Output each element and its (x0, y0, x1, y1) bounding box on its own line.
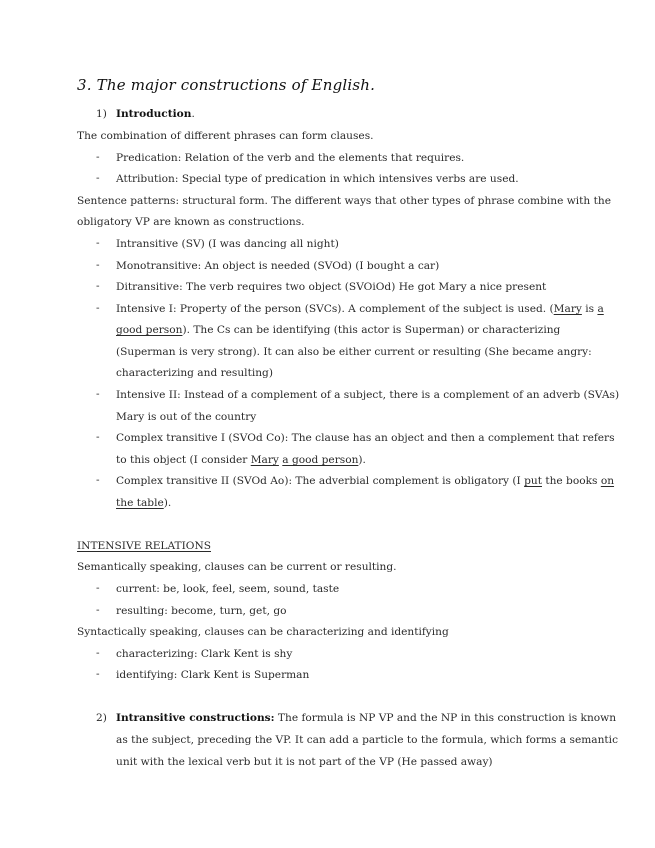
bullet-identifying: identifying: Clark Kent is Superman (116, 669, 310, 681)
bullet-complex-transitive-1-line-1: Complex transitive I (SVOd Co): The clause has an object and then a complement that refers (116, 432, 615, 444)
bullet-dash: - (96, 259, 100, 271)
bullet-dash: - (96, 668, 100, 680)
text-run: is (581, 303, 598, 315)
intro-heading-period: . (191, 108, 195, 120)
paragraph-sentence-patterns-2: obligatory VP are known as constructions. (77, 216, 305, 228)
bullet-complex-transitive-2-line-1 (116, 474, 614, 488)
bullet-dash: - (96, 302, 100, 314)
bullet-dash: - (96, 172, 100, 184)
paragraph-syntactically: Syntactically speaking, clauses can be characterizing and identifying (77, 626, 449, 638)
text-run: ). The Cs can be identifying (this actor is Superman) or characterizing (182, 324, 561, 336)
intransitive-line-2: as the subject, preceding the VP. It can add a particle to the formula, which forms a semantic (116, 734, 618, 746)
section-heading-intensive-relations (77, 539, 211, 553)
intransitive-line-1 (116, 711, 616, 725)
bullet-resulting: resulting: become, turn, get, go (116, 605, 287, 617)
bullet-dash: - (96, 151, 100, 163)
text-run: the books (541, 475, 601, 487)
text-run: ). (358, 454, 366, 466)
text-run: to this object (I consider (116, 454, 251, 466)
text-run: ). (163, 497, 172, 509)
paragraph-sentence-patterns-1: Sentence patterns: structural form. The different ways that other types of phrase combine with the (77, 195, 611, 207)
bullet-dash: - (96, 237, 100, 249)
underlined-text: Mary (250, 454, 279, 466)
intransitive-line-3: unit with the lexical verb but it is not part of the VP (He passed away) (116, 756, 493, 768)
bullet-intensive-2-line-2: Mary is out of the country (116, 411, 257, 423)
paragraph-clauses: The combination of different phrases can form clauses. (77, 130, 374, 142)
bullet-monotransitive: Monotransitive: An object is needed (SVOd) (I bought a car) (116, 260, 440, 272)
bullet-current: current: be, look, feel, seem, sound, taste (116, 583, 340, 595)
underlined-text: the table (116, 497, 164, 509)
bullet-dash: - (96, 431, 100, 443)
bullet-dash: - (96, 604, 100, 616)
bullet-attribution: Attribution: Special type of predication in which intensives verbs are used. (116, 173, 519, 185)
bullet-intensive-2-line-1: Intensive II: Instead of a complement of a subject, there is a complement of an adverb (SVAs) (116, 389, 620, 401)
bullet-dash: - (96, 388, 100, 400)
underlined-text: a good person (282, 454, 359, 466)
bullet-complex-transitive-1-line-2 (116, 453, 366, 467)
intro-heading-label: Introduction (116, 108, 192, 120)
intransitive-heading-label: Intransitive constructions: (116, 712, 275, 724)
bullet-dash: - (96, 474, 100, 486)
section-number-2: 2) (96, 712, 107, 724)
bullet-ditransitive: Ditransitive: The verb requires two object (SVOiOd) He got Mary a nice present (116, 281, 547, 293)
bullet-dash: - (96, 582, 100, 594)
underlined-text: a (597, 303, 604, 315)
text-run: Intensive I: Property of the person (SVCs). A complement of the subject is used. ( (116, 303, 554, 315)
underlined-text: good person (116, 324, 183, 336)
intro-heading (116, 107, 195, 121)
bullet-predication: Predication: Relation of the verb and the elements that requires. (116, 152, 465, 164)
underlined-text: put (524, 475, 542, 487)
underlined-text: INTENSIVE RELATIONS (77, 540, 211, 552)
bullet-intensive-1-line-2 (116, 323, 560, 337)
page-title: 3. The major constructions of English. (77, 76, 376, 94)
bullet-characterizing: characterizing: Clark Kent is shy (116, 648, 293, 660)
bullet-complex-transitive-2-line-2 (116, 496, 171, 510)
text-run: The formula is NP VP and the NP in this construction is known (274, 712, 617, 724)
bullet-intransitive: Intransitive (SV) (I was dancing all night) (116, 238, 339, 250)
text-run: Complex transitive II (SVOd Ao): The adverbial complement is obligatory (I (116, 475, 525, 487)
bullet-intensive-1-line-3: (Superman is very strong). It can also be either current or resulting (She became angry: (116, 346, 592, 358)
section-number-1: 1) (96, 108, 107, 120)
underlined-text: Mary (553, 303, 582, 315)
bullet-intensive-1-line-4: characterizing and resulting) (116, 367, 273, 379)
bullet-dash: - (96, 647, 100, 659)
paragraph-semantically: Semantically speaking, clauses can be current or resulting. (77, 561, 397, 573)
bullet-intensive-1-line-1 (116, 302, 604, 316)
bullet-dash: - (96, 280, 100, 292)
underlined-text: on (600, 475, 615, 487)
